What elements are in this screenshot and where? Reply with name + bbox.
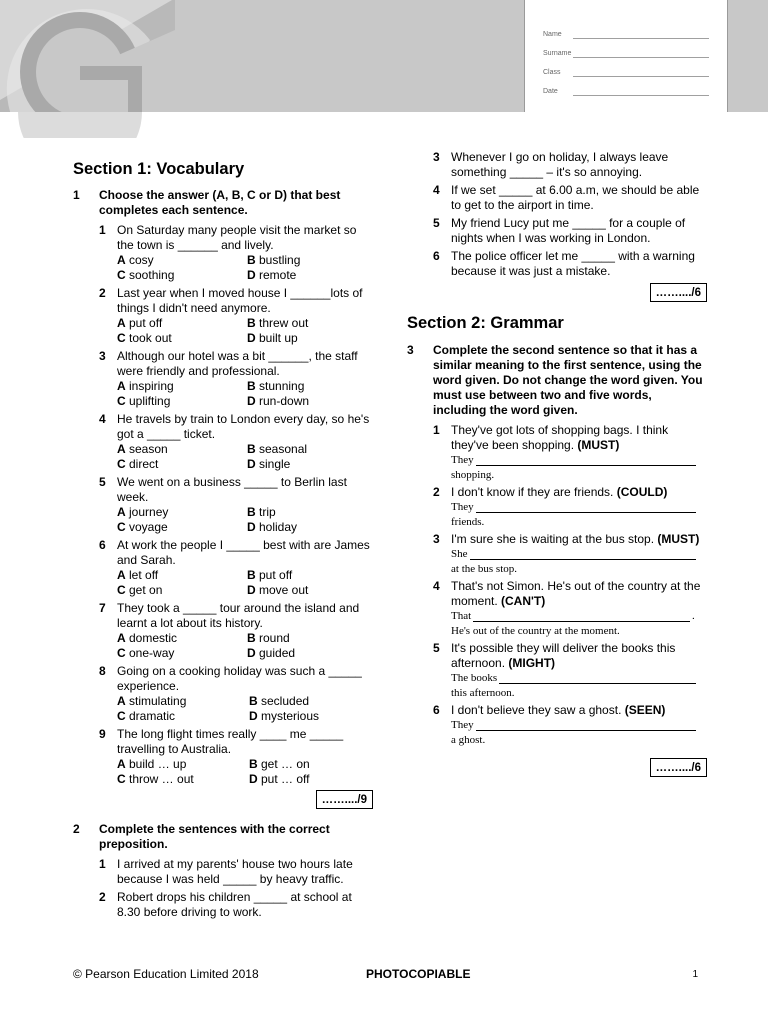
question-item (433, 423, 707, 483)
question-text: Whenever I go on holiday, I always leave something _____ – it's so annoying. (451, 150, 669, 179)
option-letter: C (117, 646, 126, 660)
question-text: Going on a cooking holiday was such a _____ experience. (117, 664, 362, 693)
answer-prompt: The books (451, 672, 498, 684)
answer-option[interactable]: B seasonal (247, 442, 308, 456)
answer-options (117, 757, 373, 787)
task-1-score: ……..../9 (99, 790, 373, 810)
answer-option[interactable]: A inspiring (117, 379, 174, 393)
answer-ending: shopping. (451, 469, 495, 481)
answer-option[interactable]: C uplifting (117, 394, 171, 408)
question-item (433, 249, 707, 279)
answer-option[interactable]: D guided (247, 646, 296, 660)
option-letter: A (117, 505, 126, 519)
task-1-instruction: Choose the answer (A, B, C or D) that best completes each sentence. (99, 188, 341, 217)
question-number: 5 (433, 216, 440, 230)
answer-option[interactable]: A journey (117, 505, 169, 519)
answer-option[interactable]: A put off (117, 316, 163, 330)
class-field[interactable]: Class (543, 68, 709, 80)
option-letter: C (117, 520, 126, 534)
answer-line[interactable] (476, 512, 696, 513)
question-number: 4 (433, 183, 440, 197)
page-footer (73, 967, 703, 982)
question-item (99, 286, 373, 346)
answer-ending: a ghost. (451, 734, 486, 746)
answer-option[interactable]: A season (117, 442, 168, 456)
option-letter: A (117, 757, 126, 771)
answer-option[interactable]: A stimulating (117, 694, 187, 708)
answer-ending: He's out of the country at the moment. (451, 625, 620, 637)
option-letter: D (247, 268, 256, 282)
option-letter: B (247, 505, 256, 519)
page-number: 1 (692, 969, 698, 980)
answer-option[interactable]: B get … on (249, 757, 310, 771)
task-3: 3 Complete the second sentence so that it has a similar meaning to the first sentence, using the word given. Do not change the word given. You must use between two and five words, including the word given. 1 They've got lots of shopping bags. I think they've been shopping. (MUST) They shopping. 2 I don't know if they are friends. (COULD) They friends. 3 I'm sure she is waiting at the bus stop. (MUST) She at the bus stop. 4 That's not Simon. He's out of the country at the moment. (CAN'T) That . He's out of the country at the moment. 5 It's possible they will deliver the books this afternoon. (MIGHT) The books this afternoon. 6 I don't believe they saw a ghost. (SEEN) They a ghost. ……..../6 (407, 343, 707, 778)
option-letter: C (117, 394, 126, 408)
question-text: They've got lots of shopping bags. I think they've been shopping. (MUST) (451, 423, 669, 452)
question-number: 2 (99, 890, 106, 904)
option-letter: D (249, 772, 258, 786)
answer-options (117, 379, 373, 409)
answer-option[interactable]: C soothing (117, 268, 175, 282)
option-letter: A (117, 253, 126, 267)
option-letter: A (117, 631, 126, 645)
answer-options (117, 442, 373, 472)
key-word: (SEEN) (624, 703, 666, 717)
answer-block: That . He's out of the country at the moment. (451, 609, 707, 639)
question-number: 6 (433, 703, 440, 717)
question-number: 1 (99, 223, 106, 237)
question-item (433, 485, 707, 530)
answer-prompt: She (451, 548, 468, 560)
question-number: 6 (99, 538, 106, 552)
task-2-instruction: Complete the sentences with the correct preposition. (99, 822, 330, 851)
answer-ending: this afternoon. (451, 687, 515, 699)
question-number: 3 (433, 150, 440, 164)
answer-prompt: They (451, 454, 474, 466)
answer-option[interactable]: B trip (247, 505, 276, 519)
question-item (433, 532, 707, 577)
question-text: We went on a business _____ to Berlin last week. (117, 475, 347, 504)
question-text: I'm sure she is waiting at the bus stop. (MUST) (451, 532, 700, 546)
task-2: 2 Complete the sentences with the correct preposition. 1 I arrived at my parents' house two hours late because I was held _____ by heavy traffic. 2 Robert drops his children _____ at school at 8.30 before driving to work. (73, 822, 373, 920)
option-letter: D (247, 583, 256, 597)
answer-option[interactable]: C direct (117, 457, 159, 471)
answer-option[interactable]: B round (247, 631, 290, 645)
question-number: 4 (99, 412, 106, 426)
answer-options (117, 505, 373, 535)
task-2-items-left (99, 857, 373, 920)
answer-block (451, 671, 707, 701)
right-column (407, 150, 707, 778)
answer-option[interactable]: C throw … out (117, 772, 194, 786)
question-item (433, 150, 707, 180)
key-word: (COULD) (616, 485, 668, 499)
surname-field[interactable]: Surname (543, 49, 709, 61)
question-item (99, 349, 373, 409)
section-1-title: Section 1: Vocabulary (73, 160, 245, 178)
answer-option[interactable]: A let off (117, 568, 159, 582)
question-item (433, 641, 707, 701)
answer-line[interactable] (473, 621, 690, 622)
question-number: 5 (433, 641, 440, 655)
answer-option[interactable]: D holiday (247, 520, 298, 534)
answer-option[interactable]: A domestic (117, 631, 178, 645)
answer-option[interactable]: C voyage (117, 520, 168, 534)
task-3-instruction: Complete the second sentence so that it has a similar meaning to the first sentence, using the word given. Do not change the word given. You must use between two and five words, including the word given. (433, 343, 703, 417)
question-text: I don't know if they are friends. (COULD) (451, 485, 668, 499)
answer-options (117, 631, 373, 661)
answer-option[interactable]: D move out (247, 583, 309, 597)
task-2-items-right (433, 150, 707, 279)
question-item (99, 664, 373, 724)
task-2-continued (407, 150, 707, 303)
answer-option[interactable]: C dramatic (117, 709, 176, 723)
option-letter: C (117, 268, 126, 282)
question-text: Last year when I moved house I ______lots of things I didn't need anymore. (117, 286, 363, 315)
answer-block (451, 500, 707, 530)
question-item (99, 412, 373, 472)
task-3-score: ……..../6 (433, 758, 707, 778)
question-item (99, 890, 373, 920)
question-item (99, 857, 373, 887)
answer-option[interactable]: C get on (117, 583, 163, 597)
question-text: They took a _____ tour around the island and learnt a lot about its history. (117, 601, 360, 630)
option-letter: A (117, 694, 126, 708)
task-1-items (99, 223, 373, 787)
option-letter: B (249, 694, 258, 708)
option-letter: B (247, 253, 256, 267)
answer-option[interactable]: D put … off (249, 772, 310, 786)
photocopiable-label: PHOTOCOPIABLE (366, 967, 471, 981)
question-item (99, 601, 373, 661)
answer-block (451, 453, 707, 483)
answer-block (451, 547, 707, 577)
question-number: 1 (99, 857, 106, 871)
question-text: I don't believe they saw a ghost. (SEEN) (451, 703, 666, 717)
student-info-box (524, 0, 728, 112)
question-number: 2 (99, 286, 106, 300)
answer-ending: friends. (451, 516, 485, 528)
key-word: (CAN'T) (501, 594, 546, 608)
task-3-items (433, 423, 707, 748)
question-item (433, 183, 707, 213)
option-letter: D (247, 646, 256, 660)
answer-option[interactable]: B put off (247, 568, 293, 582)
question-text: It's possible they will deliver the books this afternoon. (MIGHT) (451, 641, 676, 670)
question-item (99, 538, 373, 598)
question-text: If we set _____ at 6.00 a.m, we should be able to get to the airport in time. (451, 183, 700, 212)
name-field[interactable]: Name (543, 30, 709, 42)
option-letter: B (247, 442, 256, 456)
option-letter: D (247, 394, 256, 408)
question-text: He travels by train to London every day, so he's got a _____ ticket. (117, 412, 370, 441)
section-2-title: Section 2: Grammar (407, 314, 564, 332)
answer-option[interactable]: B threw out (247, 316, 309, 330)
answer-prompt: They (451, 501, 474, 513)
answer-option[interactable]: C one-way (117, 646, 175, 660)
answer-ending: at the bus stop. (451, 563, 517, 575)
option-letter: D (247, 520, 256, 534)
question-text: Although our hotel was a bit ______, the staff were friendly and professional. (117, 349, 358, 378)
option-letter: D (249, 709, 258, 723)
page-header (0, 0, 768, 138)
task-1: 1 Choose the answer (A, B, C or D) that best completes each sentence. 1 On Saturday many people visit the market so the town is ______ and lively. A cosy B bustling C soothing D remote 2 Last year when I moved house I ______lots of things I didn't need anymore. A put off B threw out C took out D built up 3 Although our hotel was a bit ______, the staff were friendly and professional. A inspiring B stunning C uplifting D run-down 4 He travels by train to London every day, so he's got a _____ ticket. A season B seasonal C direct D single 5 We went on a business _____ to Berlin last week. A journey B trip C voyage D holiday 6 At work the people I _____ best with are James and Sarah. A let off B put off C get on D move out 7 They took a _____ tour around the island and learnt a lot about its history. A domestic B round C one-way D guided 8 Going on a cooking holiday was such a _____ experience. A stimulating B secluded C dramatic D mysterious 9 The long flight times really ____ me _____ travelling to Australia. A build … up B get … on C throw … out D put … off ……..../9 (73, 188, 373, 810)
task-2-score: ……..../6 (433, 283, 707, 303)
option-letter: A (117, 379, 126, 393)
answer-option[interactable]: D built up (247, 331, 298, 345)
answer-option[interactable]: B bustling (247, 253, 301, 267)
answer-option[interactable]: A cosy (117, 253, 154, 267)
question-number: 1 (433, 423, 440, 437)
option-letter: B (247, 379, 256, 393)
option-letter: B (249, 757, 258, 771)
answer-option[interactable]: B stunning (247, 379, 305, 393)
answer-line[interactable] (476, 730, 696, 731)
answer-options (117, 316, 373, 346)
answer-line[interactable] (470, 559, 696, 560)
question-number: 2 (433, 485, 440, 499)
answer-option[interactable]: D mysterious (249, 709, 320, 723)
question-item (99, 223, 373, 283)
key-word: (MUST) (577, 438, 620, 452)
answer-option[interactable]: C took out (117, 331, 172, 345)
question-text: That's not Simon. He's out of the country at the moment. (CAN'T) (451, 579, 701, 608)
option-letter: C (117, 772, 126, 786)
answer-line[interactable] (476, 465, 696, 466)
left-column (73, 150, 373, 920)
question-item (433, 579, 707, 639)
question-item (99, 727, 373, 787)
option-letter: D (247, 457, 256, 471)
answer-prompt: That (451, 610, 472, 622)
option-letter: B (247, 568, 256, 582)
question-text: The police officer let me _____ with a warning because it was just a mistake. (451, 249, 695, 278)
question-number: 9 (99, 727, 106, 741)
option-letter: D (247, 331, 256, 345)
question-number: 4 (433, 579, 440, 593)
answer-prompt: They (451, 719, 474, 731)
answer-line[interactable] (499, 683, 696, 684)
question-number: 3 (433, 532, 440, 546)
date-field[interactable]: Date (543, 87, 709, 99)
question-text: The long flight times really ____ me _____ travelling to Australia. (117, 727, 344, 756)
option-letter: C (117, 583, 126, 597)
answer-option[interactable]: D single (247, 457, 291, 471)
answer-option[interactable]: B secluded (249, 694, 310, 708)
option-letter: A (117, 316, 126, 330)
option-letter: C (117, 709, 126, 723)
option-letter: A (117, 568, 126, 582)
question-item (433, 703, 707, 748)
option-letter: B (247, 631, 256, 645)
question-text: Robert drops his children _____ at school at 8.30 before driving to work. (117, 890, 352, 919)
question-text: On Saturday many people visit the market so the town is ______ and lively. (117, 223, 357, 252)
question-text: My friend Lucy put me _____ for a couple of nights when I was working in London. (451, 216, 686, 245)
key-word: (MIGHT) (508, 656, 556, 670)
question-item (99, 475, 373, 535)
question-number: 6 (433, 249, 440, 263)
question-number: 8 (99, 664, 106, 678)
answer-block (451, 718, 707, 748)
question-item (433, 216, 707, 246)
question-number: 7 (99, 601, 106, 615)
answer-option[interactable]: D run-down (247, 394, 310, 408)
answer-options (117, 568, 373, 598)
answer-option[interactable]: A build … up (117, 757, 187, 771)
option-letter: A (117, 442, 126, 456)
question-number: 3 (99, 349, 106, 363)
answer-options (117, 694, 373, 724)
answer-options (117, 253, 373, 283)
question-text: At work the people I _____ best with are James and Sarah. (117, 538, 370, 567)
copyright: © Pearson Education Limited 2018 (73, 967, 259, 981)
option-letter: B (247, 316, 256, 330)
question-text: I arrived at my parents' house two hours late because I was held _____ by heavy traffic. (117, 857, 353, 886)
answer-option[interactable]: D remote (247, 268, 297, 282)
option-letter: C (117, 331, 126, 345)
option-letter: C (117, 457, 126, 471)
key-word: (MUST) (657, 532, 700, 546)
question-number: 5 (99, 475, 106, 489)
